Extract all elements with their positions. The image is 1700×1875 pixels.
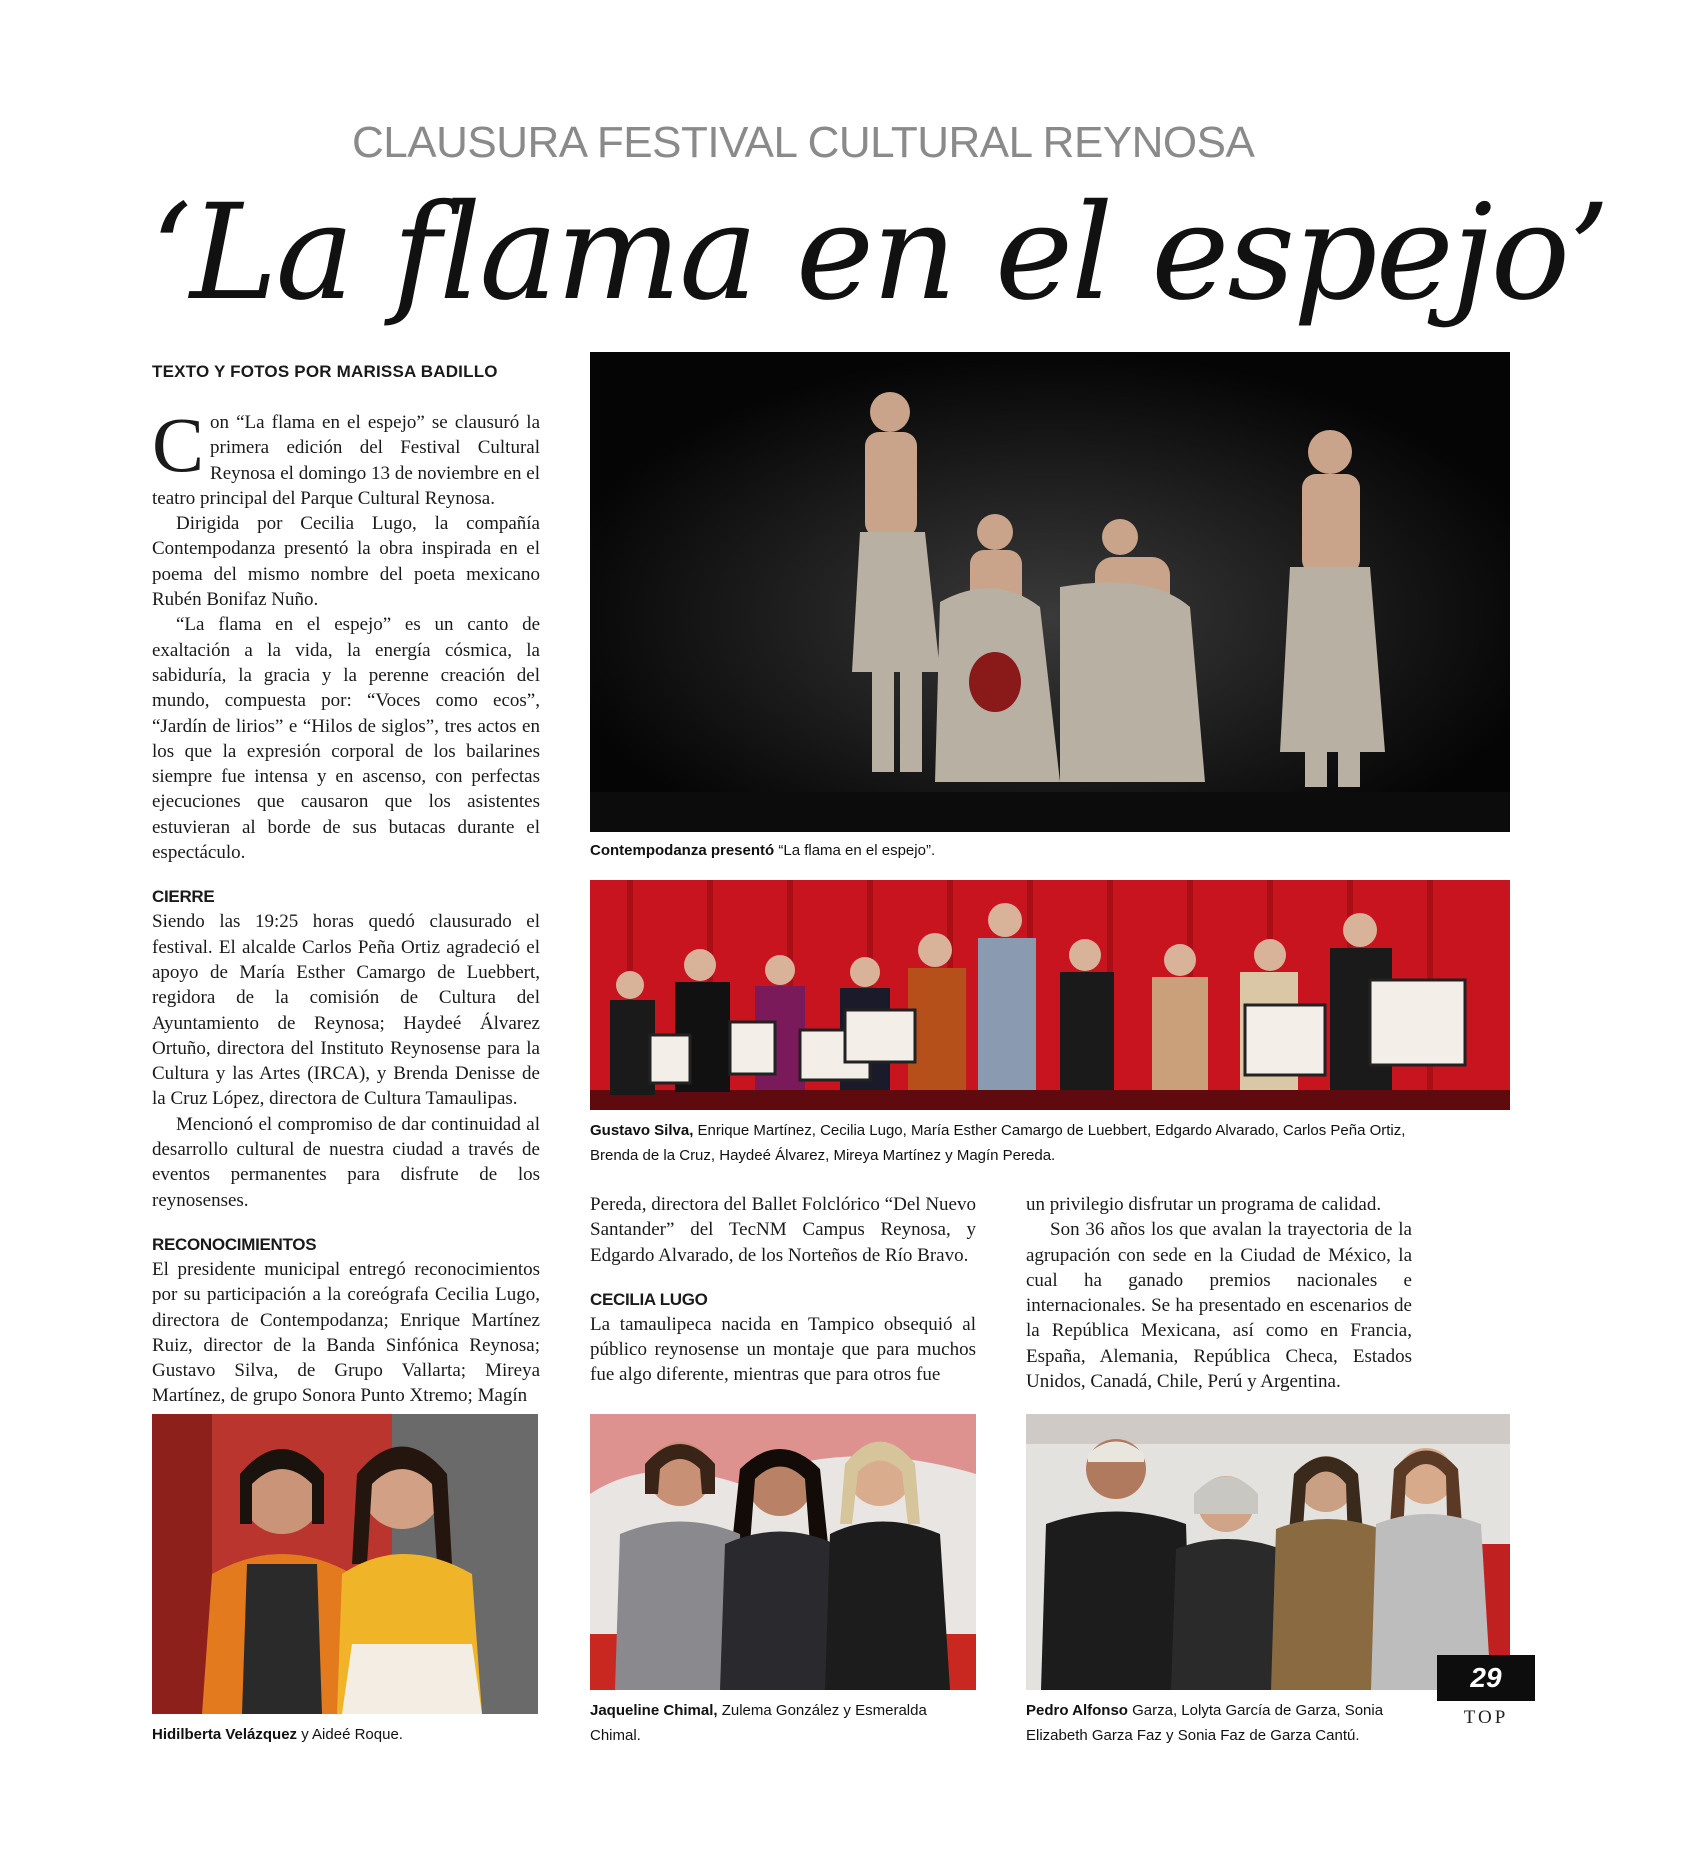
article-column-3 xyxy=(1026,1192,1412,1394)
headline: ‘La flama en el espejo’ xyxy=(150,176,1609,330)
photo-guests-1 xyxy=(152,1414,538,1714)
drop-cap: C xyxy=(152,401,205,488)
caption-guests-1: Hidilberta Velázquez y Aideé Roque. xyxy=(152,1726,403,1743)
caption-stage: Contempodanza presentó “La flama en el espejo”. xyxy=(590,842,936,859)
caption-award: Gustavo Silva, Enrique Martínez, Cecilia Lugo, María Esther Camargo de Luebbert, Edgardo Alvarado, Carlos Peña Ortiz, Brenda de la Cruz, Haydeé Álvarez, Mireya Martínez y Magín Pereda. xyxy=(590,1122,1406,1164)
page-number: 29 xyxy=(1437,1655,1535,1701)
article-paragraph: Dirigida por Cecilia Lugo, la compañía Contempodanza presentó la obra inspirada en el poema del mismo nombre del poeta mexicano Rubén Bonifaz Nuño. xyxy=(152,513,540,611)
article-paragraph: Siendo las 19:25 horas quedó clausurado el festival. El alcalde Carlos Peña Ortiz agradeció el apoyo de María Esther Camargo de Luebbert, regidora de la comisión de Cultura del Ayuntamiento de Reynosa; Haydeé Álvarez Ortuño, directora del Instituto Reynosense para la Cultura y las Artes (IRCA), y Brenda Denisse de la Cruz López, directora de Cultura Tamaulipas. xyxy=(152,911,540,1110)
photo-guests-3 xyxy=(1026,1414,1510,1690)
photo-stage-performance xyxy=(590,352,1510,832)
section-kicker: CLAUSURA FESTIVAL CULTURAL REYNOSA xyxy=(352,118,1255,167)
caption-guests-2: Jaqueline Chimal, Zulema González y Esmeralda Chimal. xyxy=(590,1702,927,1744)
article-paragraph: La tamaulipeca nacida en Tampico obsequió al público reynosense un montaje que para muchos fue algo diferente, mientras que para otros fue xyxy=(590,1313,976,1386)
photo-award-ceremony xyxy=(590,880,1510,1110)
article-paragraph: El presidente municipal entregó reconocimientos por su participación a la coreógrafa Cecilia Lugo, directora de Contempodanza; Enrique Martínez Ruiz, director de la Banda Sinfónica Reynosa; Gustavo Silva, de Grupo Vallarta; Mireya Martínez, de grupo Sonora Punto Xtremo; Magín xyxy=(152,1258,540,1407)
article-paragraph: Pereda, directora del Ballet Folclórico “Del Nuevo Santander” del TecNM Campus Reynosa, y Edgardo Alvarado, de los Norteños de Río Bravo. xyxy=(590,1194,976,1266)
magazine-name: TOP xyxy=(1463,1707,1509,1728)
article-column-2 xyxy=(590,1192,976,1388)
caption-guests-3: Pedro Alfonso Garza, Lolyta García de Garza, Sonia Elizabeth Garza Faz y Sonia Faz de Garza Cantú. xyxy=(1026,1702,1384,1744)
article-paragraph: Con “La flama en el espejo” se clausuró la primera edición del Festival Cultural Reynosa el domingo 13 de noviembre en el teatro principal del Parque Cultural Reynosa. xyxy=(152,401,540,509)
article-column-1 xyxy=(152,401,540,1409)
photo-guests-2 xyxy=(590,1414,976,1690)
article-paragraph: Mencionó el compromiso de dar continuidad al desarrollo cultural de nuestra ciudad a través de eventos permanentes para disfrute de los reynosenses. xyxy=(152,1113,540,1211)
subhead-reconocimientos: RECONOCIMIENTOS xyxy=(152,1234,317,1254)
subhead-cecilia-lugo: CECILIA LUGO xyxy=(590,1289,708,1309)
article-paragraph: un privilegio disfrutar un programa de calidad. xyxy=(1026,1194,1382,1215)
byline: TEXTO Y FOTOS POR MARISSA BADILLO xyxy=(152,362,498,381)
article-paragraph: Son 36 años los que avalan la trayectoria de la agrupación con sede en la Ciudad de México, la cual ha ganado premios nacionales e internacionales. Se ha presentado en escenarios de la República Mexicana, así como en Francia, España, Alemania, República Checa, Estados Unidos, Canadá, Chile, Perú y Argentina. xyxy=(1026,1219,1412,1393)
article-paragraph: “La flama en el espejo” es un canto de exaltación a la vida, la energía cósmica, la sabiduría, la gracia y la perenne creación del mundo, compuesta por: “Voces como ecos”, “Jardín de lirios” e “Hilos de siglos”, tres actos en los que la expresión corporal de los bailarines siempre fue intensa y en ascenso, con perfectas ejecuciones que causaron que los asistentes estuvieran al borde de sus butacas durante el espectáculo. xyxy=(152,614,540,864)
subhead-cierre: CIERRE xyxy=(152,887,215,907)
